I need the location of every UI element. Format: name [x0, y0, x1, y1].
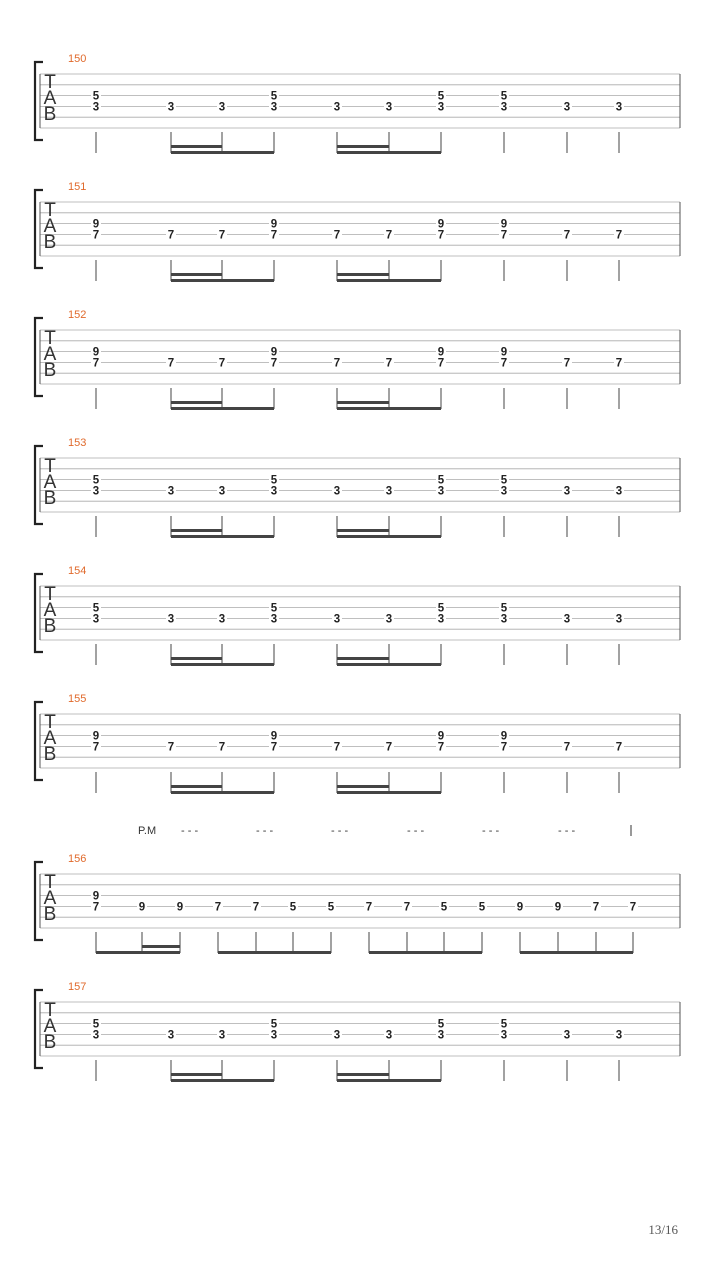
fret-number: 3	[333, 1029, 341, 1042]
fret-number: 3	[385, 1029, 393, 1042]
measure-number: 153	[68, 437, 87, 449]
fret-number: 9	[92, 218, 100, 231]
sub-beam	[337, 785, 389, 788]
fret-number: 7	[167, 357, 175, 370]
fret-number: 3	[500, 1029, 508, 1042]
tab-clef-letter: A	[43, 88, 57, 109]
fret-number: 5	[500, 90, 508, 103]
fret-number: 3	[500, 101, 508, 114]
fret-number: 5	[289, 901, 297, 914]
palm-mute-dashes: - - -	[181, 825, 199, 837]
fret-number: 7	[437, 357, 445, 370]
fret-number: 7	[365, 901, 373, 914]
sub-beam	[142, 945, 180, 948]
fret-number: 7	[270, 741, 278, 754]
fret-number: 7	[92, 229, 100, 242]
beam	[171, 663, 274, 666]
fret-number: 9	[92, 346, 100, 359]
fret-number: 3	[615, 485, 623, 498]
sub-beam	[171, 529, 222, 532]
fret-number: 7	[167, 741, 175, 754]
measure-number: 154	[68, 565, 87, 577]
fret-number: 9	[92, 890, 100, 903]
beam	[337, 791, 441, 794]
fret-number: 7	[615, 229, 623, 242]
fret-number: 3	[270, 613, 278, 626]
fret-number: 5	[270, 602, 278, 615]
fret-number: 3	[385, 485, 393, 498]
sub-beam	[337, 529, 389, 532]
fret-number: 7	[437, 741, 445, 754]
beam	[337, 279, 441, 282]
beam	[171, 535, 274, 538]
fret-number: 7	[629, 901, 637, 914]
measure-number: 157	[68, 981, 87, 993]
fret-number: 9	[176, 901, 184, 914]
fret-number: 5	[437, 90, 445, 103]
tab-clef-letter: A	[43, 216, 57, 237]
fret-number: 3	[333, 485, 341, 498]
fret-number: 3	[92, 1029, 100, 1042]
tab-clef-letter: T	[44, 872, 56, 893]
tab-clef-letter: T	[44, 72, 56, 93]
fret-number: 3	[333, 101, 341, 114]
fret-number: 3	[563, 101, 571, 114]
fret-number: 7	[385, 741, 393, 754]
fret-number: 5	[92, 602, 100, 615]
tab-clef-letter: T	[44, 1000, 56, 1021]
fret-number: 5	[437, 474, 445, 487]
fret-number: 5	[92, 474, 100, 487]
fret-number: 7	[333, 357, 341, 370]
fret-number: 7	[218, 229, 226, 242]
fret-number: 7	[437, 229, 445, 242]
fret-number: 7	[563, 741, 571, 754]
sub-beam	[337, 401, 389, 404]
sub-beam	[337, 145, 389, 148]
measure-number: 151	[68, 181, 87, 193]
fret-number: 7	[92, 741, 100, 754]
beam	[96, 951, 180, 954]
fret-number: 5	[478, 901, 486, 914]
fret-number: 3	[333, 613, 341, 626]
beam	[171, 791, 274, 794]
fret-number: 3	[437, 613, 445, 626]
fret-number: 3	[437, 1029, 445, 1042]
fret-number: 3	[92, 485, 100, 498]
sub-beam	[171, 1073, 222, 1076]
tab-clef-letter: T	[44, 456, 56, 477]
sub-beam	[171, 785, 222, 788]
beam	[520, 951, 633, 954]
tab-clef-letter: B	[43, 1032, 57, 1053]
tab-clef-letter: B	[43, 360, 57, 381]
fret-number: 7	[333, 229, 341, 242]
measure-number: 156	[68, 853, 87, 865]
sub-beam	[171, 145, 222, 148]
fret-number: 3	[500, 613, 508, 626]
tab-clef-letter: T	[44, 584, 56, 605]
fret-number: 9	[437, 346, 445, 359]
fret-number: 9	[437, 730, 445, 743]
beam	[337, 663, 441, 666]
fret-number: 5	[270, 474, 278, 487]
fret-number: 3	[92, 101, 100, 114]
fret-number: 9	[554, 901, 562, 914]
tab-clef-letter: B	[43, 744, 57, 765]
fret-number: 9	[500, 218, 508, 231]
fret-number: 9	[500, 730, 508, 743]
fret-number: 9	[516, 901, 524, 914]
fret-number: 7	[500, 357, 508, 370]
fret-number: 3	[270, 485, 278, 498]
beam	[337, 1079, 441, 1082]
fret-number: 9	[500, 346, 508, 359]
fret-number: 3	[563, 613, 571, 626]
fret-number: 5	[500, 1018, 508, 1031]
fret-number: 7	[563, 357, 571, 370]
beam	[171, 279, 274, 282]
tab-clef-letter: T	[44, 328, 56, 349]
fret-number: 3	[167, 613, 175, 626]
page-number: 13/16	[648, 1222, 678, 1237]
tab-clef-letter: B	[43, 616, 57, 637]
fret-number: 7	[92, 901, 100, 914]
fret-number: 3	[270, 1029, 278, 1042]
fret-number: 3	[563, 1029, 571, 1042]
fret-number: 3	[563, 485, 571, 498]
fret-number: 3	[270, 101, 278, 114]
beam	[171, 151, 274, 154]
fret-number: 7	[167, 229, 175, 242]
palm-mute-label: P.M	[138, 825, 157, 837]
beam	[337, 151, 441, 154]
fret-number: 3	[218, 485, 226, 498]
fret-number: 7	[214, 901, 222, 914]
palm-mute-dashes: - - -	[482, 825, 500, 837]
palm-mute-dashes: - - -	[407, 825, 425, 837]
beam	[337, 535, 441, 538]
fret-number: 7	[592, 901, 600, 914]
measure-number: 150	[68, 53, 87, 65]
fret-number: 3	[615, 101, 623, 114]
tab-clef-letter: B	[43, 232, 57, 253]
beam	[218, 951, 331, 954]
fret-number: 3	[437, 485, 445, 498]
tab-clef-letter: B	[43, 904, 57, 925]
fret-number: 9	[270, 730, 278, 743]
fret-number: 7	[500, 741, 508, 754]
tab-clef-letter: A	[43, 600, 57, 621]
fret-number: 7	[270, 357, 278, 370]
beam	[369, 951, 482, 954]
fret-number: 3	[218, 1029, 226, 1042]
tab-clef-letter: T	[44, 200, 56, 221]
sub-beam	[337, 657, 389, 660]
fret-number: 3	[615, 613, 623, 626]
fret-number: 7	[92, 357, 100, 370]
tab-clef-letter: B	[43, 488, 57, 509]
fret-number: 7	[270, 229, 278, 242]
fret-number: 3	[500, 485, 508, 498]
fret-number: 5	[437, 1018, 445, 1031]
measure-number: 152	[68, 309, 87, 321]
fret-number: 9	[270, 218, 278, 231]
tab-clef-letter: A	[43, 888, 57, 909]
beam	[171, 407, 274, 410]
fret-number: 5	[327, 901, 335, 914]
fret-number: 7	[403, 901, 411, 914]
sub-beam	[171, 401, 222, 404]
beam	[337, 407, 441, 410]
tab-clef-letter: A	[43, 472, 57, 493]
fret-number: 7	[252, 901, 260, 914]
fret-number: 3	[167, 101, 175, 114]
fret-number: 5	[440, 901, 448, 914]
palm-mute-dashes: - - -	[331, 825, 349, 837]
fret-number: 7	[563, 229, 571, 242]
tab-clef-letter: A	[43, 1016, 57, 1037]
sub-beam	[337, 273, 389, 276]
fret-number: 3	[218, 613, 226, 626]
fret-number: 7	[500, 229, 508, 242]
sub-beam	[171, 273, 222, 276]
fret-number: 7	[615, 357, 623, 370]
fret-number: 3	[385, 101, 393, 114]
fret-number: 9	[138, 901, 146, 914]
sub-beam	[171, 657, 222, 660]
fret-number: 3	[167, 1029, 175, 1042]
fret-number: 9	[92, 730, 100, 743]
palm-mute-dashes: - - -	[558, 825, 576, 837]
fret-number: 9	[437, 218, 445, 231]
tab-clef-letter: B	[43, 104, 57, 125]
fret-number: 5	[92, 90, 100, 103]
fret-number: 3	[167, 485, 175, 498]
fret-number: 9	[270, 346, 278, 359]
fret-number: 3	[437, 101, 445, 114]
measure-number: 155	[68, 693, 87, 705]
fret-number: 3	[92, 613, 100, 626]
fret-number: 7	[385, 357, 393, 370]
beam	[171, 1079, 274, 1082]
tab-clef-letter: T	[44, 712, 56, 733]
sub-beam	[337, 1073, 389, 1076]
fret-number: 5	[270, 90, 278, 103]
fret-number: 5	[92, 1018, 100, 1031]
fret-number: 5	[437, 602, 445, 615]
fret-number: 7	[615, 741, 623, 754]
fret-number: 7	[218, 357, 226, 370]
tab-clef-letter: A	[43, 344, 57, 365]
fret-number: 3	[615, 1029, 623, 1042]
fret-number: 5	[500, 602, 508, 615]
fret-number: 7	[333, 741, 341, 754]
fret-number: 5	[500, 474, 508, 487]
tab-clef-letter: A	[43, 728, 57, 749]
fret-number: 7	[218, 741, 226, 754]
fret-number: 3	[218, 101, 226, 114]
fret-number: 3	[385, 613, 393, 626]
fret-number: 5	[270, 1018, 278, 1031]
fret-number: 7	[385, 229, 393, 242]
palm-mute-dashes: - - -	[256, 825, 274, 837]
